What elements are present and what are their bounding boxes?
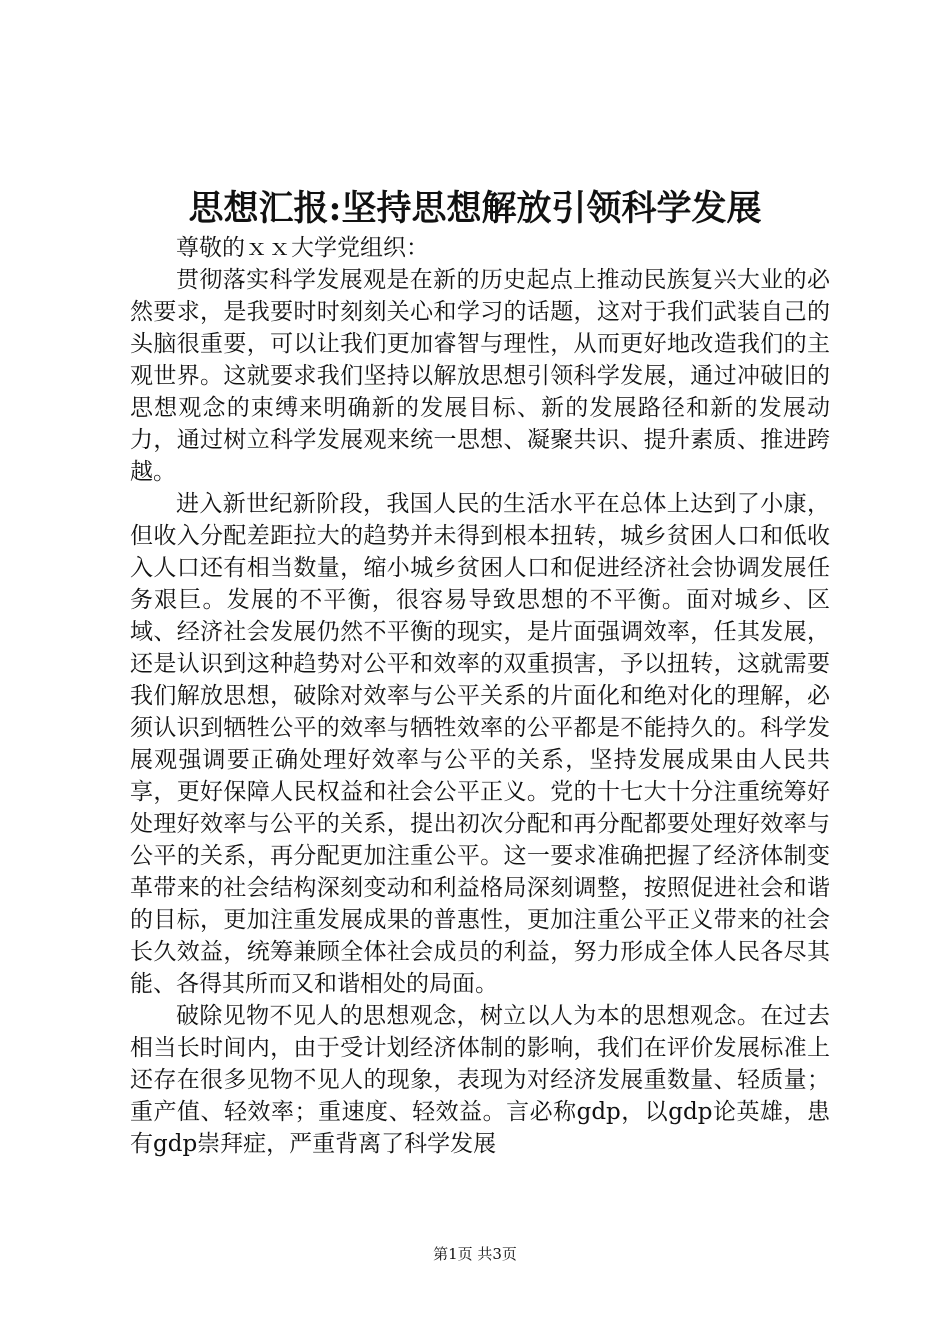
paragraph-3: 破除见物不见人的思想观念，树立以人为本的思想观念。在过去相当长时间内，由于受计划经济体制的影响，我们在评价发展标准上还存在很多见物不见人的现象，表现为对经济发展重数量、轻质量；重产值、轻效率；重速度、轻效益。言必称gdp，以gdp论英雄，患有gdp崇拜症，严重背离了科学发展	[130, 1003, 830, 1157]
page-number-footer: 第1页 共3页	[433, 1245, 517, 1263]
document-body	[130, 232, 830, 1160]
document-title: 思想汇报:坚持思想解放引领科学发展	[188, 188, 762, 229]
paragraph-1: 贯彻落实科学发展观是在新的历史起点上推动民族复兴大业的必然要求，是我要时时刻刻关心和学习的话题，这对于我们武装自己的头脑很重要，可以让我们更加睿智与理性，从而更好地改造我们的主观世界。这就要求我们坚持以解放思想引领科学发展，通过冲破旧的思想观念的束缚来明确新的发展目标、新的发展路径和新的发展动力，通过树立科学发展观来统一思想、凝聚共识、提升素质、推进跨越。	[130, 267, 830, 485]
salutation: 尊敬的ｘｘ大学党组织：	[176, 235, 429, 261]
paragraph-2: 进入新世纪新阶段，我国人民的生活水平在总体上达到了小康，但收入分配差距拉大的趋势并未得到根本扭转，城乡贫困人口和低收入人口还有相当数量，缩小城乡贫困人口和促进经济社会协调发展任务艰巨。发展的不平衡，很容易导致思想的不平衡。面对城乡、区域、经济社会发展仍然不平衡的现实，是片面强调效率，任其发展，还是认识到这种趋势对公平和效率的双重损害，予以扭转，这就需要我们解放思想，破除对效率与公平关系的片面化和绝对化的理解，必须认识到牺牲公平的效率与牺牲效率的公平都是不能持久的。科学发展观强调要正确处理好效率与公平的关系，坚持发展成果由人民共享，更好保障人民权益和社会公平正义。党的十七大十分注重统筹好处理好效率与公平的关系，提出初次分配和再分配都要处理好效率与公平的关系，再分配更加注重公平。这一要求准确把握了经济体制变革带来的社会结构深刻变动和利益格局深刻调整，按照促进社会和谐的目标，更加注重发展成果的普惠性，更加注重公平正义带来的社会长久效益，统筹兼顾全体社会成员的利益，努力形成全体人民各尽其能、各得其所而又和谐相处的局面。	[130, 491, 830, 997]
